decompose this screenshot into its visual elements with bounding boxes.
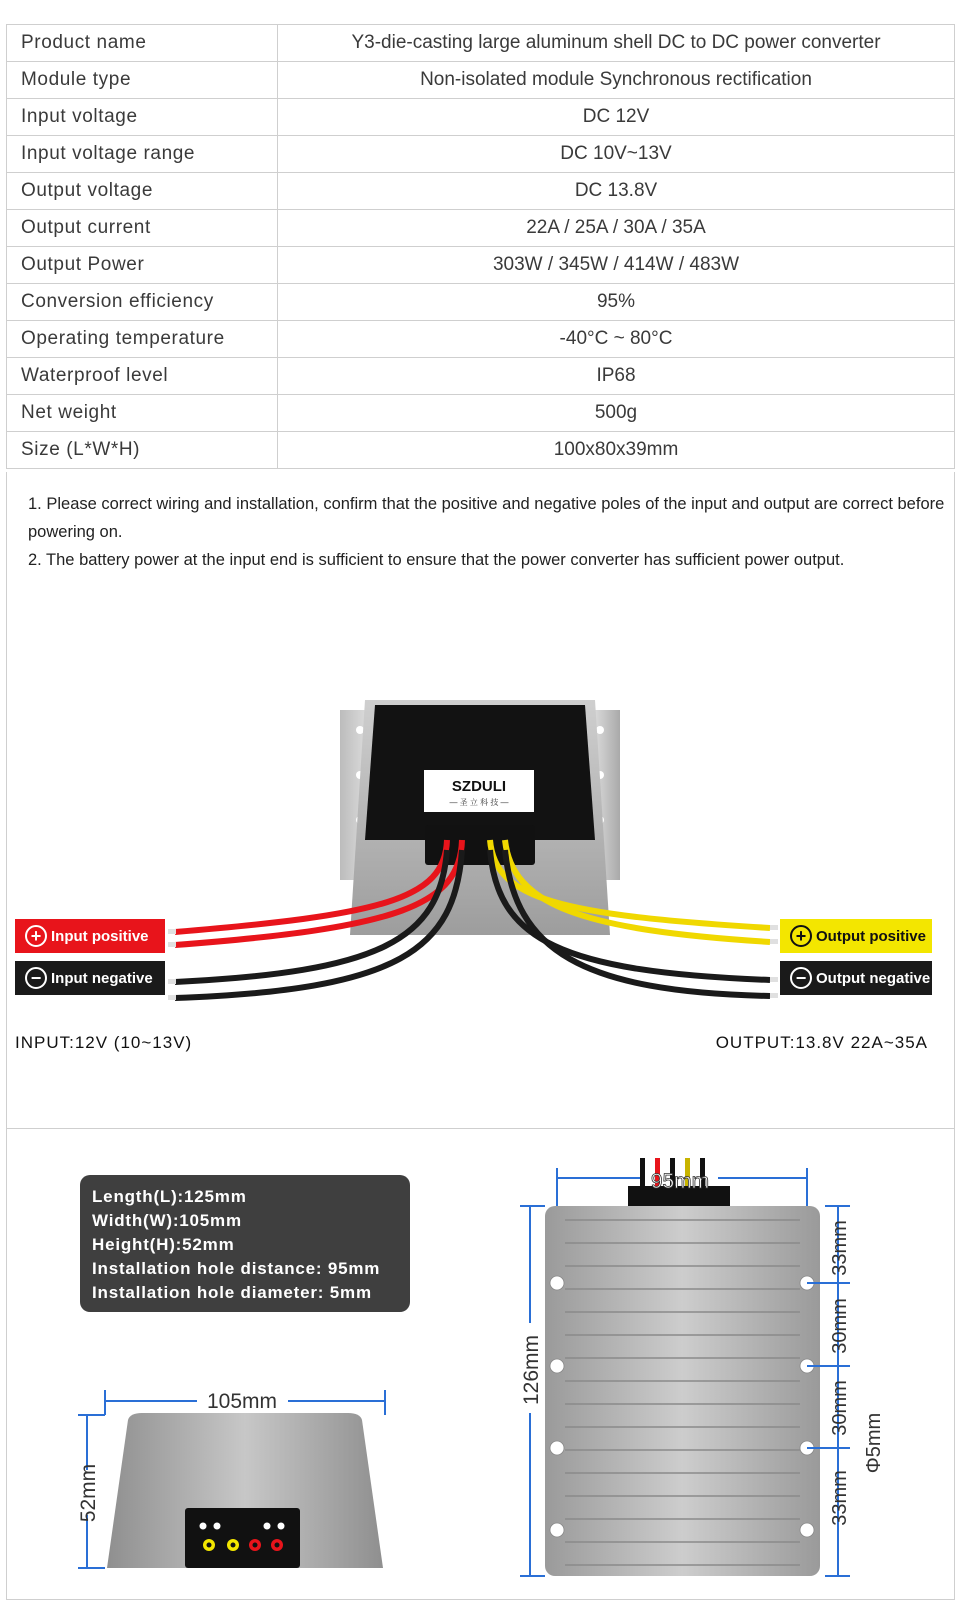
- output-positive-text: Output positive: [816, 927, 926, 945]
- spec-value: DC 13.8V: [278, 173, 955, 210]
- front-connector: [185, 1508, 300, 1568]
- spec-row: [7, 99, 955, 136]
- spec-row: [7, 284, 955, 321]
- spec-key: Net weight: [7, 395, 278, 432]
- brand-sub: — 圣 立 科 技 —: [449, 798, 509, 807]
- spec-value: 95%: [278, 284, 955, 321]
- spec-key: Product name: [7, 25, 278, 62]
- spec-value: IP68: [278, 358, 955, 395]
- hole-phi-label: Φ5mm: [863, 1412, 885, 1474]
- spec-key: Input voltage: [7, 99, 278, 136]
- spec-key: Conversion efficiency: [7, 284, 278, 321]
- spec-row: [7, 25, 955, 62]
- top-hole-span-label: 95mm: [650, 1170, 710, 1193]
- spec-value: Y3-die-casting large aluminum shell DC to DC power converter: [278, 25, 955, 62]
- spec-value: 100x80x39mm: [278, 432, 955, 469]
- spec-key: Size (L*W*H): [7, 432, 278, 469]
- output-positive-label: [780, 919, 932, 953]
- spec-row: [7, 62, 955, 99]
- note-2: 2. The battery power at the input end is sufficient to ensure that the power converter has sufficient power output.: [28, 551, 845, 569]
- input-positive-text: Input positive: [51, 927, 149, 945]
- spec-value: DC 10V~13V: [278, 136, 955, 173]
- input-spec: INPUT:12V (10~13V): [15, 1033, 193, 1052]
- minus-icon: −: [790, 967, 812, 989]
- hole-distance-text: Installation hole distance: 95mm: [92, 1259, 381, 1278]
- spec-row: [7, 395, 955, 432]
- dimension-info-box: [80, 1175, 410, 1312]
- output-negative-text: Output negative: [816, 969, 931, 987]
- spec-table: [6, 24, 955, 469]
- length-text: Length(L):125mm: [92, 1187, 247, 1206]
- spec-key: Operating temperature: [7, 321, 278, 358]
- spec-key: Output Power: [7, 247, 278, 284]
- seg1-label: 33mm: [829, 1220, 851, 1276]
- plus-icon: +: [25, 925, 47, 947]
- spec-value: Non-isolated module Synchronous rectification: [278, 62, 955, 99]
- hole-diameter-text: Installation hole diameter: 5mm: [92, 1283, 372, 1302]
- input-positive-label: [15, 919, 165, 953]
- spec-row: [7, 321, 955, 358]
- spec-row: [7, 432, 955, 469]
- minus-icon: −: [25, 967, 47, 989]
- spec-row: [7, 210, 955, 247]
- note-1: 1. Please correct wiring and installation, confirm that the positive and negative poles of the input and output are correct before powering on.: [28, 495, 945, 541]
- spec-value: DC 12V: [278, 99, 955, 136]
- seg4-label: 33mm: [829, 1470, 851, 1526]
- seg2-label: 30mm: [829, 1298, 851, 1354]
- brand-name: SZDULI: [451, 778, 507, 795]
- top-body: [545, 1206, 820, 1576]
- top-length-label: 126mm: [520, 1334, 543, 1406]
- spec-row: [7, 173, 955, 210]
- top-view-diagram: [520, 1158, 900, 1583]
- spec-value: -40°C ~ 80°C: [278, 321, 955, 358]
- output-negative-label: [780, 961, 932, 995]
- spec-value: 500g: [278, 395, 955, 432]
- front-height-label: 52mm: [77, 1463, 100, 1523]
- height-text: Height(H):52mm: [92, 1235, 235, 1254]
- input-negative-text: Input negative: [51, 969, 153, 987]
- spec-key: Output current: [7, 210, 278, 247]
- spec-row: [7, 358, 955, 395]
- input-negative-label: [15, 961, 165, 995]
- notes: [28, 490, 948, 574]
- spec-key: Output voltage: [7, 173, 278, 210]
- spec-key: Waterproof level: [7, 358, 278, 395]
- seg3-label: 30mm: [829, 1380, 851, 1436]
- front-width-label: 105mm: [206, 1390, 278, 1413]
- width-text: Width(W):105mm: [92, 1211, 242, 1230]
- front-view-diagram: [70, 1375, 400, 1585]
- plus-icon: +: [790, 925, 812, 947]
- spec-row: [7, 247, 955, 284]
- spec-value: 22A / 25A / 30A / 35A: [278, 210, 955, 247]
- spec-key: Input voltage range: [7, 136, 278, 173]
- spec-key: Module type: [7, 62, 278, 99]
- spec-row: [7, 136, 955, 173]
- output-spec: OUTPUT:13.8V 22A~35A: [715, 1033, 928, 1052]
- spec-value: 303W / 345W / 414W / 483W: [278, 247, 955, 284]
